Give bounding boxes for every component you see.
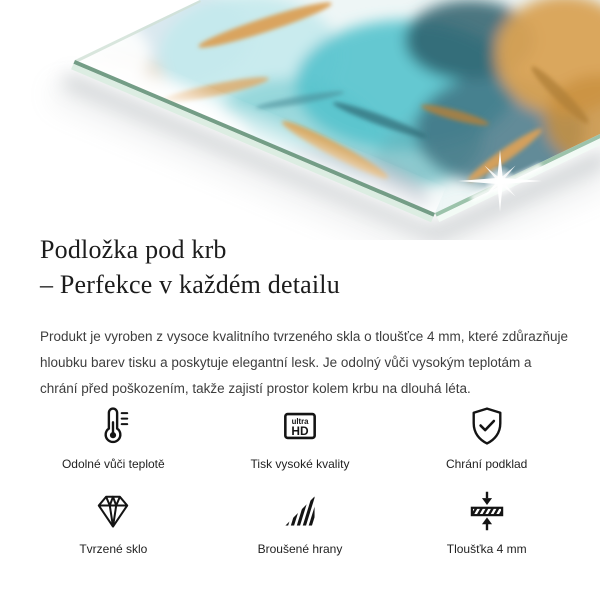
page-title [40, 232, 340, 302]
feature-label: Odolné vůči teplotě [61, 457, 165, 471]
thickness-icon [465, 487, 509, 535]
page-title-line2: – Perfekce v každém detailu [40, 270, 340, 299]
feature-print-quality [207, 402, 394, 471]
page-title-line1: Podložka pod krb [40, 235, 227, 264]
svg-text:HD: HD [291, 424, 309, 439]
feature-protects-surface [393, 402, 580, 471]
diamond-icon [91, 487, 135, 535]
product-photo [0, 0, 600, 240]
thermometer-icon [91, 402, 135, 450]
feature-label: Tloušťka 4 mm [446, 542, 527, 556]
glass-panel-illustration [0, 0, 600, 240]
feature-label: Tisk vysoké kvality [250, 457, 350, 471]
ultra-hd-icon [278, 402, 322, 450]
svg-text:ultra: ultra [291, 417, 309, 427]
feature-label: Broušené hrany [257, 542, 343, 556]
feature-beveled-edges [207, 487, 394, 556]
feature-tempered-glass [20, 487, 207, 556]
product-description: Produkt je vyroben z vysoce kvalitního tvrzeného skla o tloušťce 4 mm, které zdůrazňuje hloubku barev tisku a poskytuje elegantní lesk. Je odolný vůči vysokým teplotám a chrání před poškozením, takže zajistí prostor kolem krbu na dlouhá léta. [40, 328, 569, 396]
beveled-edges-icon [278, 487, 322, 535]
feature-heat-resistant [20, 402, 207, 471]
shield-check-icon [465, 402, 509, 450]
feature-label: Tvrzené sklo [79, 542, 148, 556]
features-grid [20, 402, 580, 556]
feature-thickness [393, 487, 580, 556]
feature-label: Chrání podklad [445, 457, 528, 471]
